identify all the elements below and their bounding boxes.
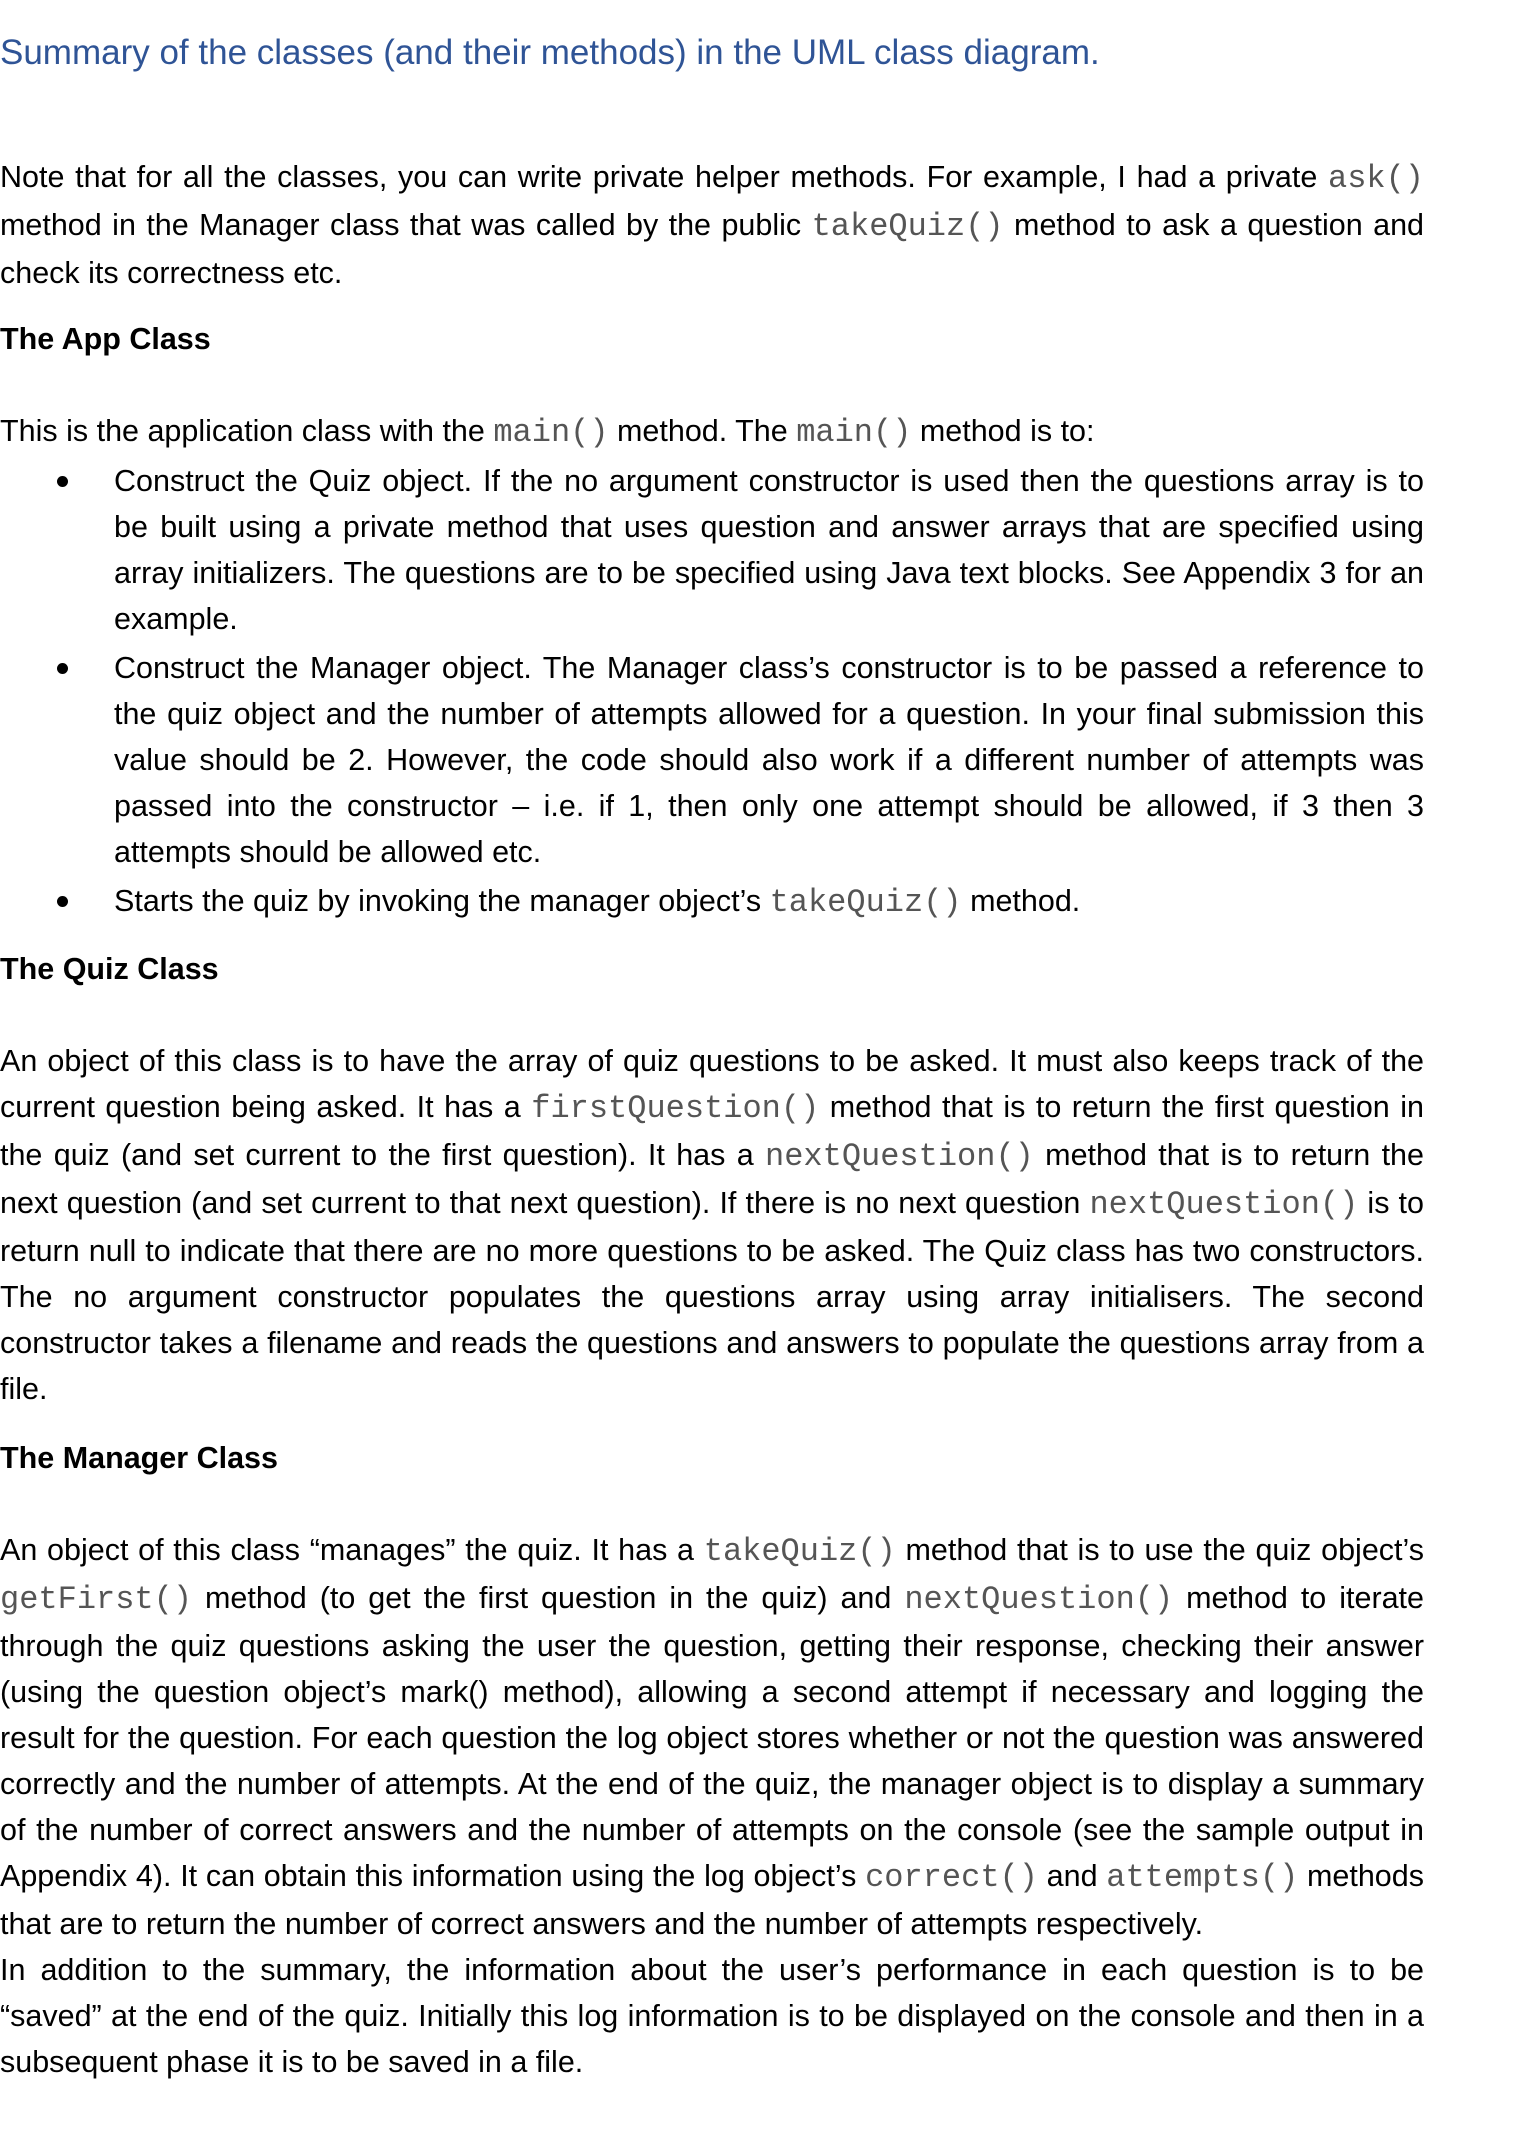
manager-text-3: method (to get the first question in the quiz) and — [192, 1581, 905, 1615]
note-text-2: method in the Manager class that was called by the public — [0, 208, 812, 242]
quiz-text-1: An object of this class is to have the array of quiz questions to be asked. It must also keeps track of the current question being asked. It has a — [0, 1044, 1424, 1124]
note-text-3: method to ask a question and check its correctness etc. — [0, 208, 1424, 290]
bullet-text: Construct the Quiz object. If the no argument constructor is used then the questions array is to be built using a private method that uses question and answer arrays that are specified using array initializers. The questions are to be specified using Java text blocks. See Appendix 3 for an example. — [114, 464, 1424, 636]
app-intro-code-main-1: main() — [493, 414, 609, 451]
app-intro-text-2: method. The — [608, 414, 797, 448]
manager-text-5: and — [1037, 1859, 1107, 1893]
quiz-code-nextquestion-1: nextQuestion() — [765, 1138, 1034, 1175]
bullet-text-2: method. — [961, 884, 1081, 918]
manager-code-getfirst: getFirst() — [0, 1581, 193, 1618]
page-title: Summary of the classes (and their methods) in the UML class diagram. — [0, 33, 1100, 72]
manager-paragraph — [0, 1527, 1424, 2085]
note-text-1: Note that for all the classes, you can write private helper methods. For example, I had a private — [0, 160, 1328, 194]
manager-text-2: method that is to use the quiz object’s — [895, 1533, 1424, 1567]
manager-code-attempts: attempts() — [1106, 1859, 1299, 1896]
app-intro-text-1: This is the application class with the — [0, 414, 494, 448]
bullet-code-takequiz: takeQuiz() — [769, 884, 962, 921]
list-item — [0, 458, 1424, 642]
manager-class-heading: The Manager Class — [0, 1441, 278, 1475]
bullet-icon — [57, 663, 68, 674]
note-code-ask: ask() — [1327, 160, 1424, 197]
manager-code-takequiz: takeQuiz() — [703, 1533, 896, 1570]
manager-paragraph-2: In addition to the summary, the information about the user’s performance in each question is to be “saved” at the end of the quiz. Initially this log information is to be displayed on the console and then in a subsequent phase it is to be saved in a file. — [0, 1953, 1424, 2079]
bullet-icon — [57, 476, 68, 487]
quiz-text-3: method that is to return the next question (and set current to that next question). If there is no next question — [0, 1138, 1424, 1220]
quiz-paragraph — [0, 1038, 1424, 1412]
app-class-heading: The App Class — [0, 322, 211, 356]
app-intro-paragraph — [0, 408, 1424, 456]
app-intro-code-main-2: main() — [796, 414, 912, 451]
app-intro-text-3: method is to: — [911, 414, 1095, 448]
quiz-code-firstquestion: firstQuestion() — [531, 1090, 820, 1127]
manager-text-6: methods that are to return the number of correct answers and the number of attempts respectively. — [0, 1859, 1424, 1941]
quiz-class-heading: The Quiz Class — [0, 952, 219, 986]
quiz-text-4: is to return null to indicate that there are no more questions to be asked. The Quiz class has two constructors. The no argument constructor populates the questions array using array initialisers. The second constructor takes a filename and reads the questions and answers to populate the questions array from a file. — [0, 1186, 1424, 1406]
bullet-icon — [57, 896, 68, 907]
list-item — [0, 878, 1424, 926]
app-bullet-list — [0, 458, 1424, 929]
manager-code-correct: correct() — [865, 1859, 1038, 1896]
bullet-text-1: Starts the quiz by invoking the manager object’s — [114, 884, 770, 918]
quiz-code-nextquestion-2: nextQuestion() — [1089, 1186, 1359, 1223]
list-item — [0, 645, 1424, 875]
bullet-text: Construct the Manager object. The Manager class’s constructor is to be passed a reference to the quiz object and the number of attempts allowed for a question. In your final submission this value should be 2. However, the code should also work if a different number of attempts was passed into the constructor – i.e. if 1, then only one attempt should be allowed, if 3 then 3 attempts should be allowed etc. — [114, 651, 1424, 869]
manager-code-nextquestion: nextQuestion() — [904, 1581, 1174, 1618]
manager-text-1: An object of this class “manages” the quiz. It has a — [0, 1533, 704, 1567]
note-code-takequiz: takeQuiz() — [811, 208, 1004, 245]
manager-text-4: method to iterate through the quiz questions asking the user the question, getting their response, checking their answer (using the question object’s mark() method), allowing a second attempt if necessary and logging the result for the question. For each question the log object stores whether or not the question was answered correctly and the number of attempts. At the end of the quiz, the manager object is to display a summary of the number of correct answers and the number of attempts on the console (see the sample output in Appendix 4). It can obtain this information using the log object’s — [0, 1581, 1424, 1893]
quiz-text-2: method that is to return the first question in the quiz (and set current to the first question). It has a — [0, 1090, 1424, 1172]
note-paragraph — [0, 154, 1424, 296]
manager-paragraph-1 — [0, 1527, 1424, 1947]
